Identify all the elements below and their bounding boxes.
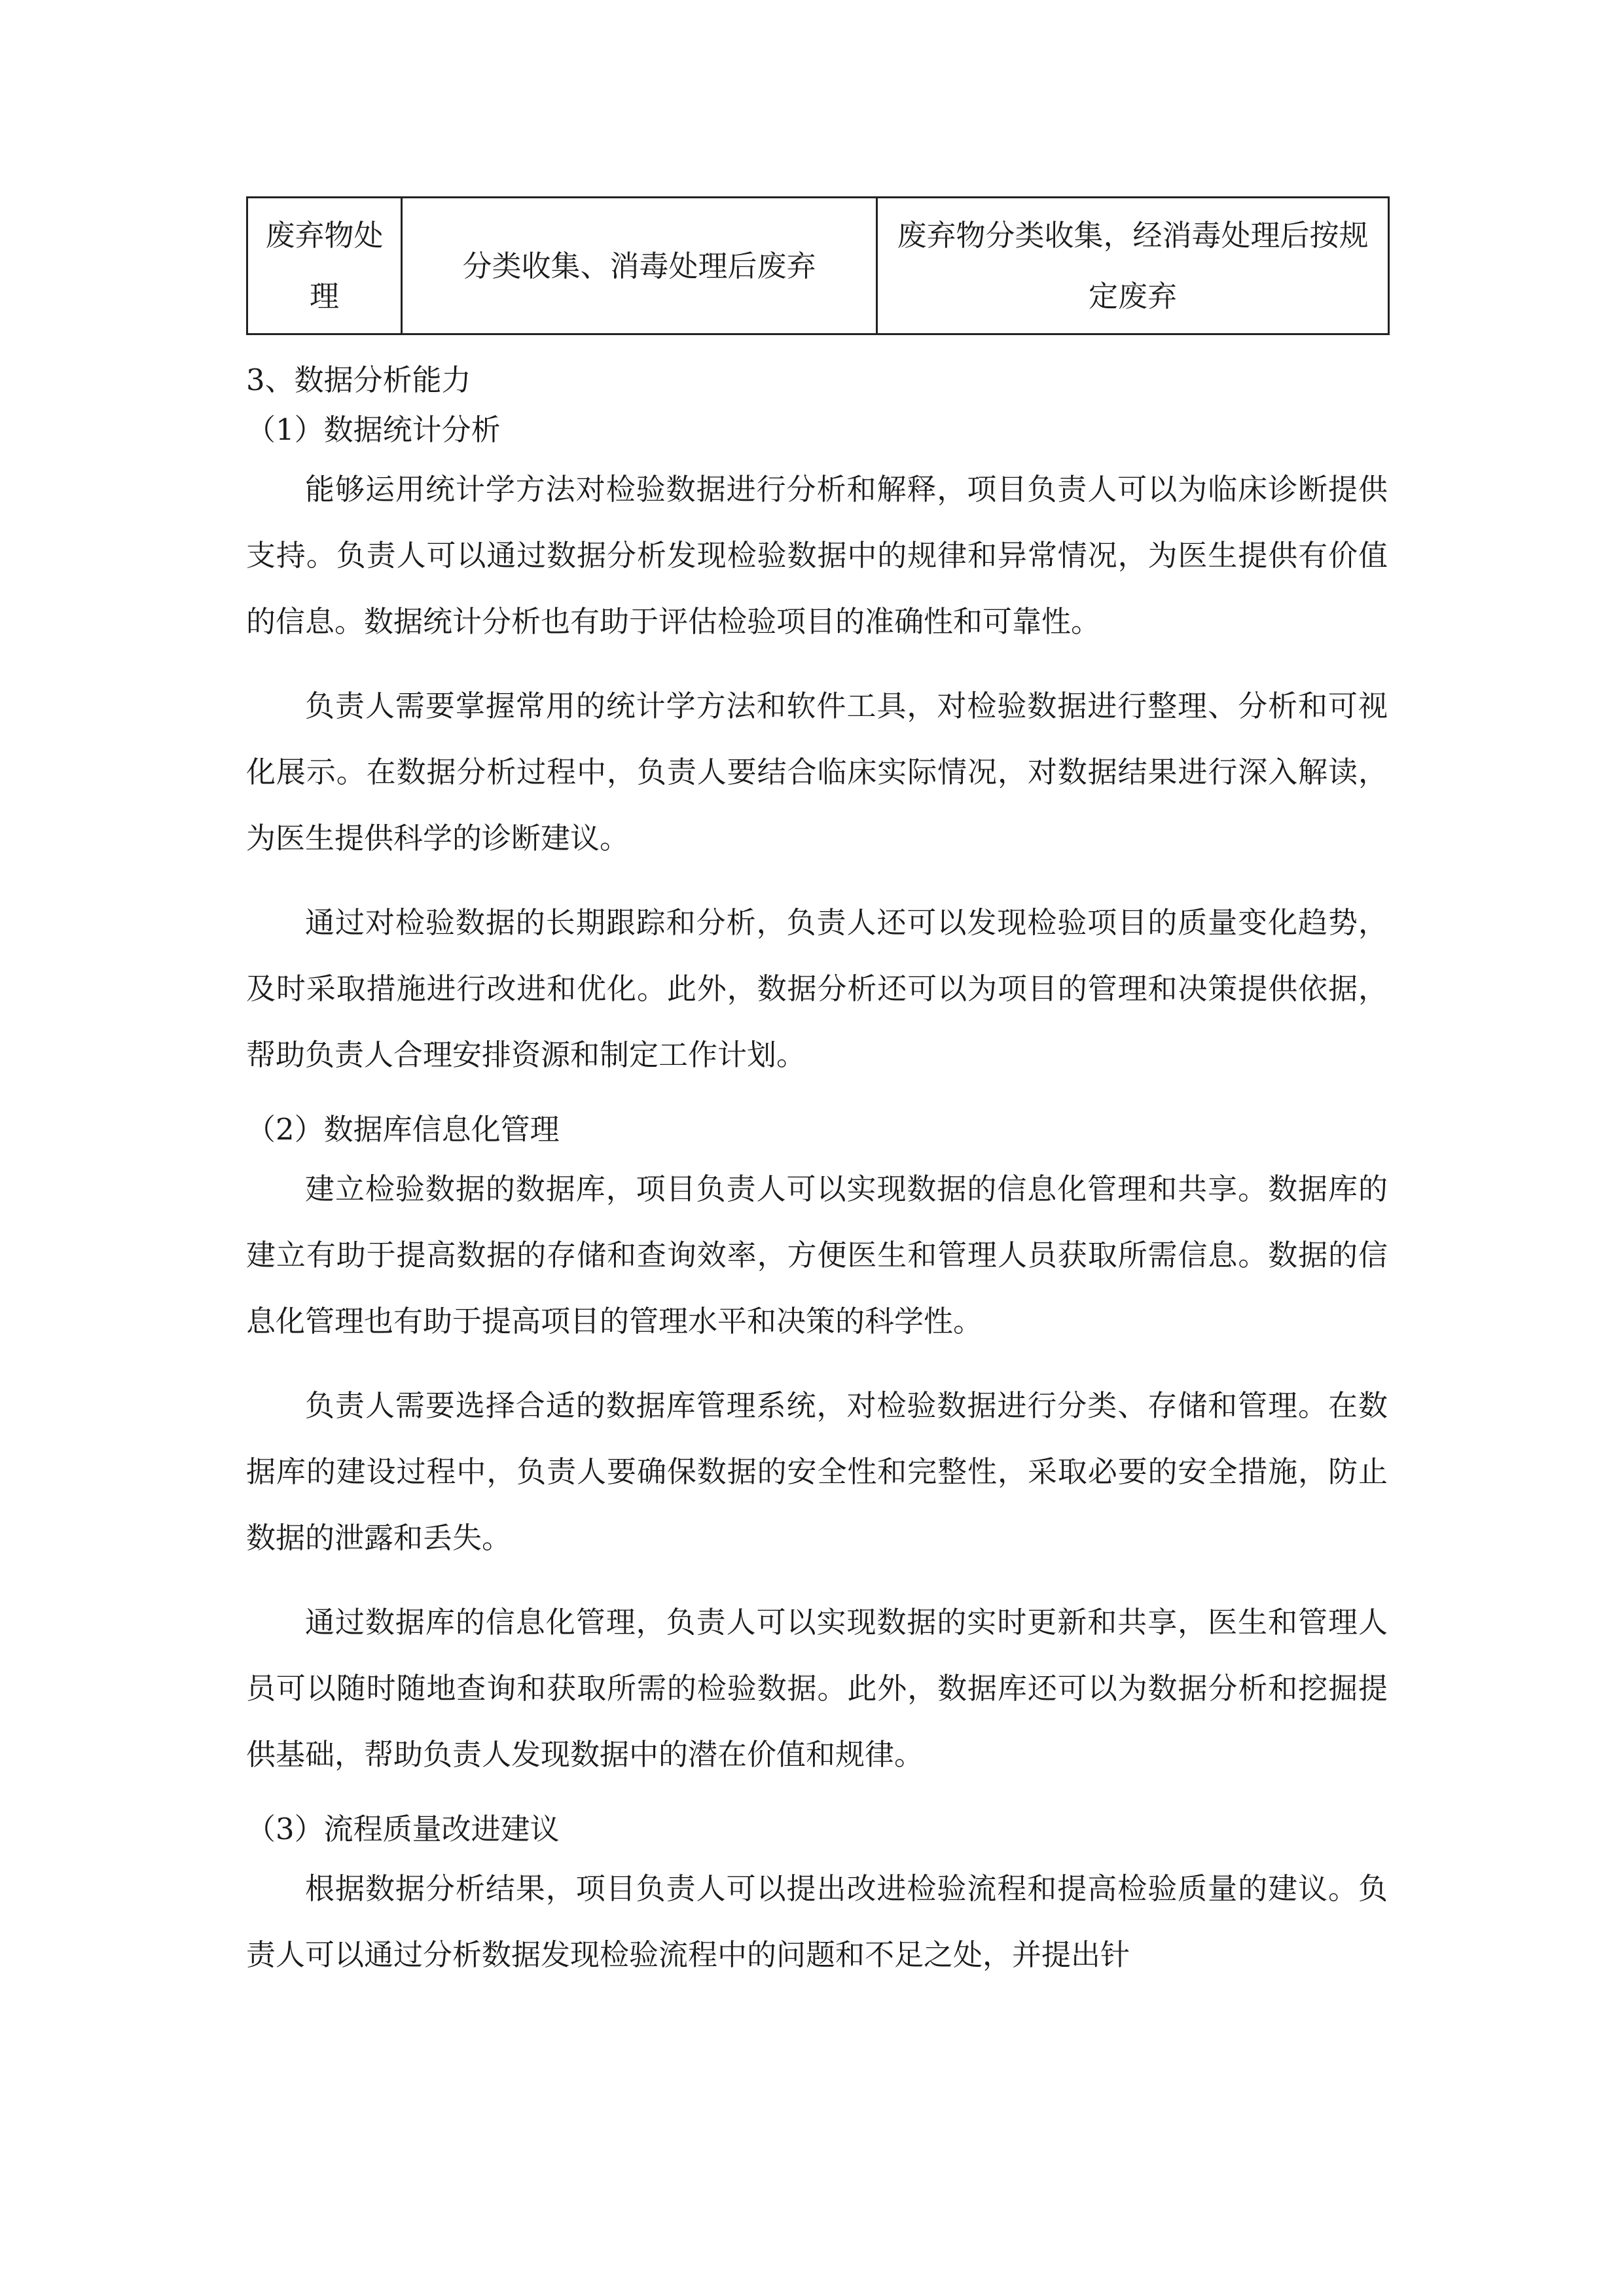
subsection-title: （2）数据库信息化管理 [246,1112,560,1147]
table-cell-requirement: 分类收集、消毒处理后废弃 [402,198,877,334]
paragraph: 负责人需要掌握常用的统计学方法和软件工具，对检验数据进行整理、分析和可视化展示。在数据分析过程中，负责人要结合临床实际情况，对数据结果进行深入解读，为医生提供科学的诊断建议。 [246,689,1388,855]
paragraph: 能够运用统计学方法对检验数据进行分析和解释，项目负责人可以为临床诊断提供支持。负责人可以通过数据分析发现检验数据中的规律和异常情况，为医生提供有价值的信息。数据统计分析也有助于评估检验项目的准确性和可靠性。 [246,472,1388,639]
table-cell-item: 废弃物处理 [247,198,402,334]
table-row [247,198,1389,334]
table-cell-method: 废弃物分类收集，经消毒处理后按规定废弃 [877,198,1389,334]
subsection-title: （3）流程质量改进建议 [246,1812,560,1846]
paragraph: 通过数据库的信息化管理，负责人可以实现数据的实时更新和共享，医生和管理人员可以随时随地查询和获取所需的检验数据。此外，数据库还可以为数据分析和挖掘提供基础，帮助负责人发现数据中的潜在价值和规律。 [246,1605,1388,1772]
paragraph: 负责人需要选择合适的数据库管理系统，对检验数据进行分类、存储和管理。在数据库的建设过程中，负责人要确保数据的安全性和完整性，采取必要的安全措施，防止数据的泄露和丢失。 [246,1388,1388,1555]
waste-disposal-table [246,196,1390,335]
section-title: 3、数据分析能力 [246,363,471,397]
document-body [246,357,1388,1988]
paragraph: 通过对检验数据的长期跟踪和分析，负责人还可以发现检验项目的质量变化趋势，及时采取措施进行改进和优化。此外，数据分析还可以为项目的管理和决策提供依据，帮助负责人合理安排资源和制定工作计划。 [246,905,1388,1072]
paragraph: 根据数据分析结果，项目负责人可以提出改进检验流程和提高检验质量的建议。负责人可以通过分析数据发现检验流程中的问题和不足之处，并提出针 [246,1871,1388,1972]
paragraph: 建立检验数据的数据库，项目负责人可以实现数据的信息化管理和共享。数据库的建立有助于提高数据的存储和查询效率，方便医生和管理人员获取所需信息。数据的信息化管理也有助于提高项目的管理水平和决策的科学性。 [246,1172,1388,1338]
subsection-title: （1）数据统计分析 [246,412,501,447]
